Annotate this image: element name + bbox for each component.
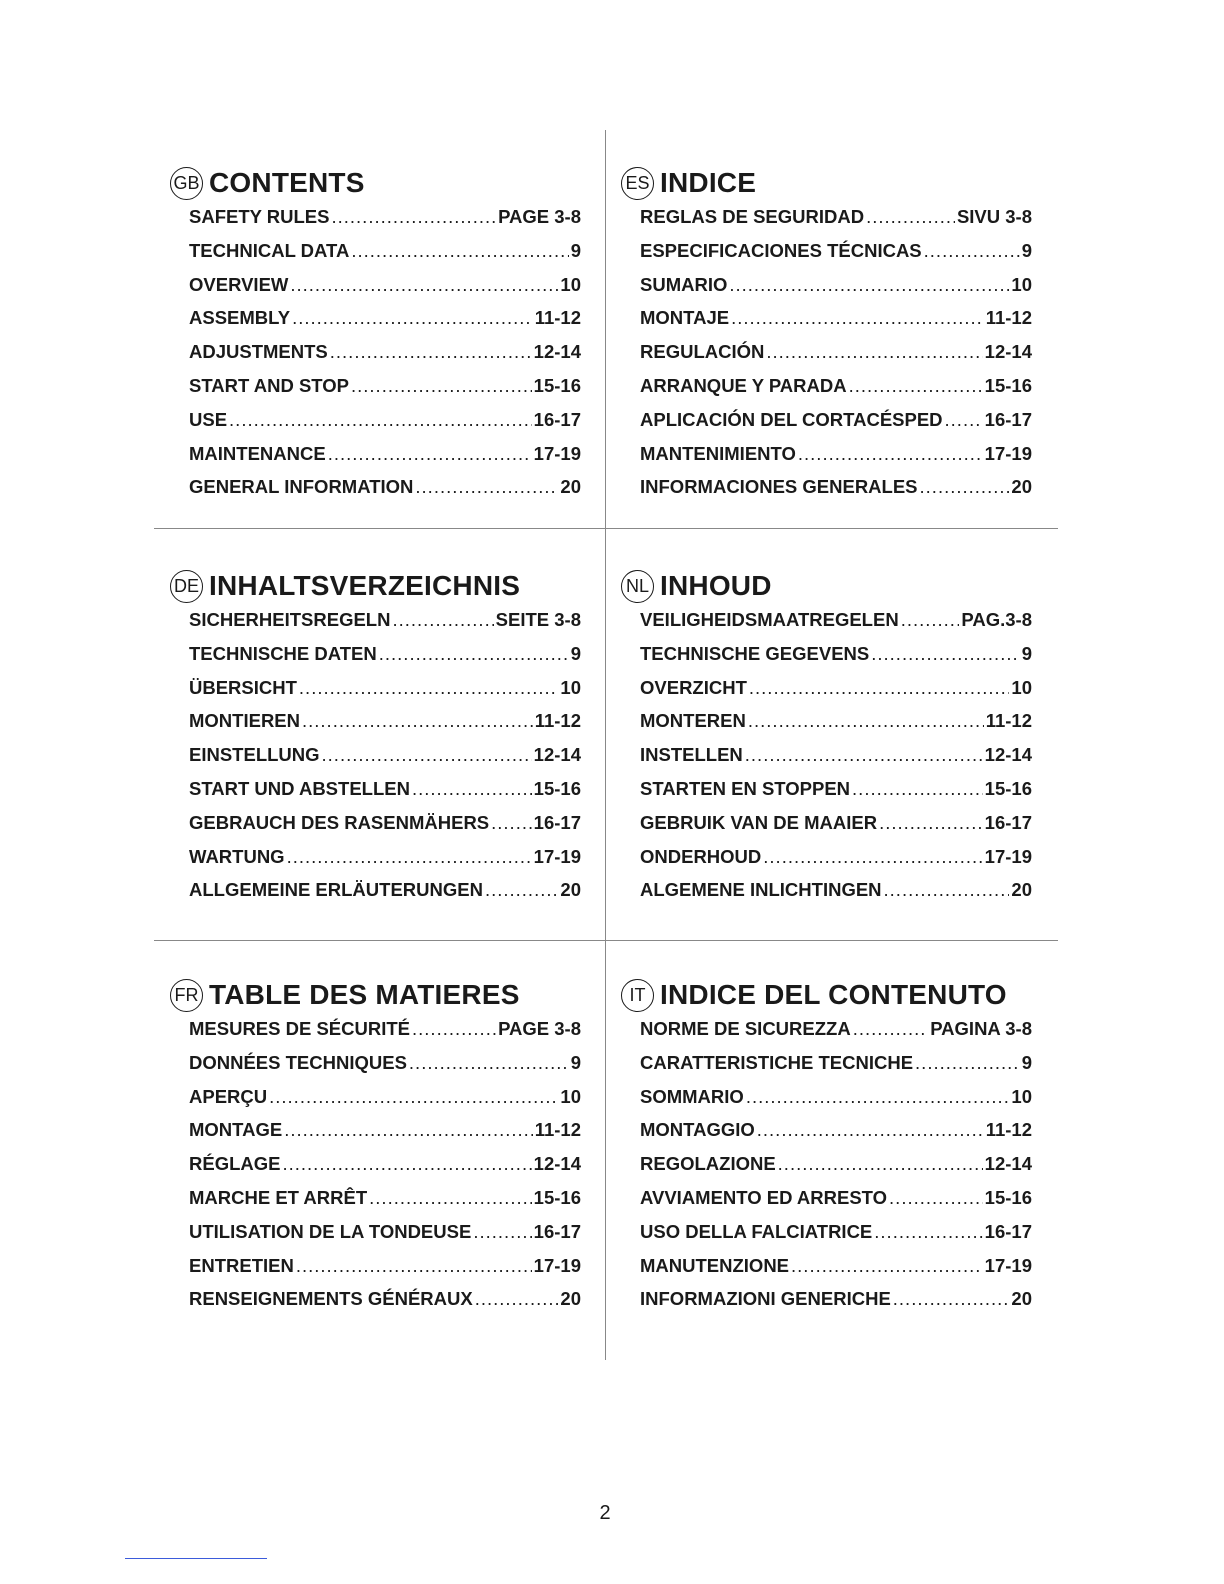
dot-leader bbox=[893, 1288, 1010, 1310]
toc-entry-label: VEILIGHEIDSMAATREGELEN bbox=[640, 609, 899, 630]
toc-entry bbox=[640, 1052, 1032, 1086]
toc-entry-label: SAFETY RULES bbox=[189, 206, 330, 227]
toc-entry-label: GEBRAUCH DES RASENMÄHERS bbox=[189, 811, 490, 833]
toc-entry-page: 9 bbox=[1021, 239, 1032, 261]
toc-entry-page: 20 bbox=[1011, 1288, 1032, 1310]
toc-entry-label: STARTEN EN STOPPEN bbox=[640, 777, 851, 799]
toc-entry bbox=[640, 240, 1032, 274]
toc-entry-label: MARCHE ET ARRÊT bbox=[189, 1186, 368, 1208]
toc-entry bbox=[640, 812, 1032, 846]
toc-entry-page: 11-12 bbox=[534, 710, 581, 732]
toc-entry-page: 10 bbox=[1011, 273, 1032, 295]
toc-entry-label: APERÇU bbox=[189, 1085, 268, 1107]
toc-entry-label: MONTAJE bbox=[640, 307, 730, 329]
dot-leader bbox=[475, 1288, 559, 1310]
toc-entry-label: CARATTERISTICHE TECNICHE bbox=[640, 1051, 914, 1073]
toc-entry-page: 11-12 bbox=[985, 307, 1032, 329]
toc-entry bbox=[189, 643, 581, 677]
toc-entry-page: 12-14 bbox=[984, 341, 1032, 363]
section-title: TABLE DES MATIERES bbox=[209, 979, 520, 1010]
toc-entry bbox=[640, 1153, 1032, 1187]
toc-entry-label: USE bbox=[189, 408, 228, 430]
toc-entry-page: 11-12 bbox=[534, 1119, 581, 1141]
toc-entry bbox=[640, 476, 1032, 510]
dot-leader bbox=[379, 643, 569, 665]
toc-entry-label: SICHERHEITSREGELN bbox=[189, 609, 391, 630]
toc-section-nl bbox=[625, 569, 1032, 913]
toc-entry-label: MESURES DE SÉCURITÉ bbox=[189, 1018, 411, 1039]
dot-leader bbox=[791, 1255, 983, 1277]
toc-entry bbox=[189, 443, 581, 477]
dot-leader bbox=[849, 375, 983, 397]
toc-entry-label: TECHNISCHE DATEN bbox=[189, 642, 377, 664]
toc-entry-page: 20 bbox=[560, 879, 581, 901]
toc-entry-page: 17-19 bbox=[984, 442, 1032, 464]
toc-entry-label: ESPECIFICACIONES TÉCNICAS bbox=[640, 239, 922, 261]
toc-entry bbox=[640, 643, 1032, 677]
toc-entry-page: 15-16 bbox=[533, 777, 581, 799]
section-heading bbox=[173, 166, 581, 200]
dot-leader bbox=[322, 744, 532, 766]
dot-leader bbox=[330, 341, 532, 363]
toc-entry bbox=[640, 677, 1032, 711]
dot-leader bbox=[282, 1153, 531, 1175]
dot-leader bbox=[473, 1221, 531, 1243]
toc-entry-label: MONTIEREN bbox=[189, 710, 300, 732]
footer-line bbox=[125, 1558, 267, 1559]
dot-leader bbox=[901, 609, 960, 631]
toc-entry bbox=[640, 1119, 1032, 1153]
toc-entry-page: 11-12 bbox=[534, 307, 581, 329]
toc-entry-page: 11-12 bbox=[985, 1119, 1032, 1141]
dot-leader bbox=[290, 274, 558, 296]
toc-entry-label: ADJUSTMENTS bbox=[189, 341, 328, 363]
section-heading bbox=[173, 569, 581, 603]
dot-leader bbox=[299, 677, 559, 699]
toc-entry-page: 9 bbox=[570, 239, 581, 261]
toc-entry bbox=[189, 609, 581, 643]
toc-entry-page: 17-19 bbox=[984, 845, 1032, 867]
dot-leader bbox=[491, 812, 532, 834]
toc-entry-label: SUMARIO bbox=[640, 273, 728, 295]
toc-entry-page: 9 bbox=[1021, 642, 1032, 664]
toc-entry-page: PAGE 3-8 bbox=[498, 206, 581, 227]
toc-entry bbox=[640, 206, 1032, 240]
dot-leader bbox=[889, 1187, 983, 1209]
toc-entry-page: 9 bbox=[1021, 1051, 1032, 1073]
dot-leader bbox=[351, 240, 568, 262]
dot-leader bbox=[866, 206, 955, 228]
page-number: 2 bbox=[599, 1502, 611, 1524]
toc-entry bbox=[189, 1018, 581, 1052]
toc-entry-page: 12-14 bbox=[533, 1153, 581, 1175]
toc-entry-label: EINSTELLUNG bbox=[189, 744, 320, 766]
toc-entry bbox=[640, 879, 1032, 913]
toc-entry bbox=[189, 1119, 581, 1153]
toc-entry-page: 12-14 bbox=[533, 341, 581, 363]
toc-entry bbox=[189, 812, 581, 846]
toc-entry-label: WARTUNG bbox=[189, 845, 285, 867]
toc-entry-page: PAGINA 3-8 bbox=[930, 1018, 1032, 1039]
dot-leader bbox=[915, 1052, 1020, 1074]
toc-section-it bbox=[629, 978, 1032, 1322]
toc-entry-label: ALLGEMEINE ERLÄUTERUNGEN bbox=[189, 879, 483, 901]
toc-entry bbox=[640, 1255, 1032, 1289]
dot-leader bbox=[351, 375, 532, 397]
toc-entry-label: MONTAGGIO bbox=[640, 1119, 755, 1141]
toc-entry bbox=[189, 1086, 581, 1120]
toc-entry bbox=[189, 206, 581, 240]
toc-entry-page: 12-14 bbox=[533, 744, 581, 766]
toc-entry-page: 9 bbox=[570, 642, 581, 664]
toc-entry-page: 11-12 bbox=[985, 710, 1032, 732]
toc-entry-label: MONTEREN bbox=[640, 710, 746, 732]
toc-entry-label: TECHNISCHE GEGEVENS bbox=[640, 642, 870, 664]
toc-entry bbox=[189, 778, 581, 812]
toc-entry-label: RÉGLAGE bbox=[189, 1153, 281, 1175]
toc-entry-page: 20 bbox=[560, 476, 581, 498]
dot-leader bbox=[409, 1052, 569, 1074]
toc-entry-page: SIVU 3-8 bbox=[956, 206, 1032, 227]
dot-leader bbox=[874, 1221, 982, 1243]
section-title: INHALTSVERZEICHNIS bbox=[209, 570, 521, 601]
toc-entry bbox=[189, 1255, 581, 1289]
toc-entry-page: 16-17 bbox=[984, 408, 1032, 430]
toc-entry-label: INSTELLEN bbox=[640, 744, 743, 766]
toc-entry bbox=[189, 744, 581, 778]
toc-entry-page: 17-19 bbox=[533, 442, 581, 464]
language-badge-icon: IT bbox=[621, 979, 654, 1012]
toc-entry-page: 20 bbox=[1011, 476, 1032, 498]
toc-entry-page: 16-17 bbox=[984, 1220, 1032, 1242]
toc-entry-label: MANTENIMIENTO bbox=[640, 442, 796, 464]
toc-entry-page: 10 bbox=[560, 273, 581, 295]
toc-entry-label: AVVIAMENTO ED ARRESTO bbox=[640, 1186, 888, 1208]
toc-entry-page: 16-17 bbox=[533, 408, 581, 430]
toc-entry bbox=[189, 240, 581, 274]
toc-entry bbox=[640, 846, 1032, 880]
dot-leader bbox=[328, 443, 532, 465]
dot-leader bbox=[798, 443, 983, 465]
toc-entry-label: ÜBERSICHT bbox=[189, 676, 297, 698]
toc-entry-page: 20 bbox=[560, 1288, 581, 1310]
language-badge-icon: GB bbox=[170, 167, 203, 200]
dot-leader bbox=[302, 710, 533, 732]
horizontal-divider-bottom bbox=[154, 940, 1058, 941]
dot-leader bbox=[296, 1255, 532, 1277]
toc-entry bbox=[189, 375, 581, 409]
section-heading bbox=[625, 569, 1032, 603]
dot-leader bbox=[778, 1153, 983, 1175]
toc-entry-page: SEITE 3-8 bbox=[495, 609, 581, 630]
toc-entry-label: OVERVIEW bbox=[189, 273, 289, 295]
toc-entry bbox=[640, 1018, 1032, 1052]
toc-entry-label: RENSEIGNEMENTS GÉNÉRAUX bbox=[189, 1288, 473, 1310]
dot-leader bbox=[229, 409, 532, 431]
dot-leader bbox=[731, 307, 984, 329]
toc-entry-label: GEBRUIK VAN DE MAAIER bbox=[640, 811, 878, 833]
toc-entry bbox=[640, 307, 1032, 341]
toc-entry-page: 16-17 bbox=[533, 1220, 581, 1242]
toc-entry-label: APLICACIÓN DEL CORTACÉSPED bbox=[640, 408, 943, 430]
section-heading bbox=[625, 166, 1032, 200]
dot-leader bbox=[485, 879, 558, 901]
toc-entry-label: MONTAGE bbox=[189, 1119, 283, 1141]
toc-entry bbox=[640, 778, 1032, 812]
toc-entry-page: 12-14 bbox=[984, 1153, 1032, 1175]
toc-entry bbox=[189, 1153, 581, 1187]
toc-entry bbox=[189, 1288, 581, 1322]
toc-entry-page: 17-19 bbox=[533, 845, 581, 867]
section-title: INHOUD bbox=[660, 570, 772, 601]
dot-leader bbox=[945, 409, 983, 431]
toc-entry-page: 16-17 bbox=[533, 811, 581, 833]
vertical-divider bbox=[605, 130, 606, 1360]
dot-leader bbox=[871, 643, 1019, 665]
toc-entry-label: INFORMAZIONI GENERICHE bbox=[640, 1288, 891, 1310]
toc-entry-label: REGOLAZIONE bbox=[640, 1153, 776, 1175]
toc-section-de bbox=[173, 569, 581, 913]
dot-leader bbox=[749, 677, 1010, 699]
dot-leader bbox=[853, 1018, 929, 1040]
toc-entry bbox=[189, 677, 581, 711]
toc-entry-label: TECHNICAL DATA bbox=[189, 239, 350, 261]
toc-entry bbox=[189, 307, 581, 341]
toc-entry-page: 15-16 bbox=[984, 374, 1032, 396]
dot-leader bbox=[746, 1086, 1010, 1108]
dot-leader bbox=[729, 274, 1009, 296]
toc-entry bbox=[189, 1187, 581, 1221]
toc-entry-label: REGLAS DE SEGURIDAD bbox=[640, 206, 865, 227]
toc-entry bbox=[640, 744, 1032, 778]
toc-entry-label: INFORMACIONES GENERALES bbox=[640, 476, 918, 498]
toc-entry-label: ALGEMENE INLICHTINGEN bbox=[640, 879, 882, 901]
toc-entry bbox=[640, 1288, 1032, 1322]
toc-entry bbox=[189, 879, 581, 913]
language-badge-icon: FR bbox=[170, 979, 203, 1012]
horizontal-divider-top bbox=[154, 528, 1058, 529]
toc-entry-label: MANUTENZIONE bbox=[640, 1254, 790, 1276]
toc-entry bbox=[189, 341, 581, 375]
toc-entry-label: START AND STOP bbox=[189, 374, 349, 396]
toc-entry bbox=[189, 1052, 581, 1086]
toc-entry-page: 15-16 bbox=[533, 1186, 581, 1208]
toc-entry-label: DONNÉES TECHNIQUES bbox=[189, 1051, 407, 1073]
toc-entry bbox=[189, 710, 581, 744]
toc-entry-page: PAGE 3-8 bbox=[498, 1018, 581, 1039]
dot-leader bbox=[292, 307, 533, 329]
toc-section-fr bbox=[174, 978, 581, 1322]
toc-entry bbox=[640, 274, 1032, 308]
toc-entry bbox=[640, 1187, 1032, 1221]
toc-entry-label: ASSEMBLY bbox=[189, 307, 291, 329]
toc-entry bbox=[189, 1221, 581, 1255]
dot-leader bbox=[745, 744, 983, 766]
dot-leader bbox=[766, 341, 982, 363]
toc-entry-page: PAG.3-8 bbox=[961, 609, 1032, 630]
toc-entry-page: 10 bbox=[1011, 676, 1032, 698]
toc-entry bbox=[640, 409, 1032, 443]
toc-entry-page: 20 bbox=[1011, 879, 1032, 901]
toc-entry-label: ONDERHOUD bbox=[640, 845, 762, 867]
dot-leader bbox=[369, 1187, 532, 1209]
section-title: CONTENTS bbox=[209, 167, 365, 198]
language-badge-icon: DE bbox=[170, 570, 203, 603]
toc-entry-label: ARRANQUE Y PARADA bbox=[640, 374, 847, 396]
toc-entry-page: 9 bbox=[570, 1051, 581, 1073]
toc-entry-label: START UND ABSTELLEN bbox=[189, 777, 410, 799]
toc-entry-page: 17-19 bbox=[533, 1254, 581, 1276]
toc-entry bbox=[189, 274, 581, 308]
dot-leader bbox=[269, 1086, 558, 1108]
toc-entry-page: 15-16 bbox=[984, 777, 1032, 799]
toc-entry-label: NORME DE SICUREZZA bbox=[640, 1018, 851, 1039]
toc-entry bbox=[640, 341, 1032, 375]
dot-leader bbox=[884, 879, 1010, 901]
dot-leader bbox=[852, 778, 983, 800]
dot-leader bbox=[920, 476, 1010, 498]
dot-leader bbox=[412, 1018, 496, 1040]
toc-entry-page: 15-16 bbox=[533, 374, 581, 396]
dot-leader bbox=[392, 609, 493, 631]
toc-entry-label: UTILISATION DE LA TONDEUSE bbox=[189, 1220, 472, 1242]
toc-entry-label: MAINTENANCE bbox=[189, 442, 326, 464]
toc-entry-page: 16-17 bbox=[984, 811, 1032, 833]
toc-entry-page: 10 bbox=[560, 676, 581, 698]
dot-leader bbox=[412, 778, 532, 800]
toc-entry bbox=[189, 409, 581, 443]
toc-entry-page: 17-19 bbox=[984, 1254, 1032, 1276]
toc-entry-page: 12-14 bbox=[984, 744, 1032, 766]
toc-entry bbox=[189, 846, 581, 880]
toc-entry-label: OVERZICHT bbox=[640, 676, 747, 698]
toc-section-gb bbox=[173, 166, 581, 510]
toc-entry-page: 15-16 bbox=[984, 1186, 1032, 1208]
dot-leader bbox=[415, 476, 558, 498]
toc-entry bbox=[640, 710, 1032, 744]
toc-entry-label: GENERAL INFORMATION bbox=[189, 476, 414, 498]
toc-entry bbox=[640, 1221, 1032, 1255]
dot-leader bbox=[748, 710, 984, 732]
section-heading bbox=[174, 978, 581, 1012]
dot-leader bbox=[763, 846, 982, 868]
toc-entry bbox=[640, 609, 1032, 643]
language-badge-icon: ES bbox=[621, 167, 654, 200]
dot-leader bbox=[287, 846, 532, 868]
toc-entry-label: SOMMARIO bbox=[640, 1085, 744, 1107]
toc-entry bbox=[640, 1086, 1032, 1120]
section-heading bbox=[629, 978, 1032, 1012]
toc-entry bbox=[189, 476, 581, 510]
toc-entry bbox=[640, 443, 1032, 477]
language-badge-icon: NL bbox=[621, 570, 654, 603]
toc-section-es bbox=[625, 166, 1032, 510]
dot-leader bbox=[924, 240, 1020, 262]
section-title: INDICE bbox=[660, 167, 757, 198]
toc-entry-page: 10 bbox=[1011, 1085, 1032, 1107]
toc-entry-label: REGULACIÓN bbox=[640, 341, 765, 363]
toc-entry-label: USO DELLA FALCIATRICE bbox=[640, 1220, 873, 1242]
section-title: INDICE DEL CONTENUTO bbox=[660, 979, 1007, 1010]
toc-entry bbox=[640, 375, 1032, 409]
toc-entry-page: 10 bbox=[560, 1085, 581, 1107]
toc-entry-label: ENTRETIEN bbox=[189, 1254, 294, 1276]
dot-leader bbox=[284, 1119, 533, 1141]
dot-leader bbox=[879, 812, 983, 834]
dot-leader bbox=[331, 206, 496, 228]
dot-leader bbox=[757, 1119, 984, 1141]
